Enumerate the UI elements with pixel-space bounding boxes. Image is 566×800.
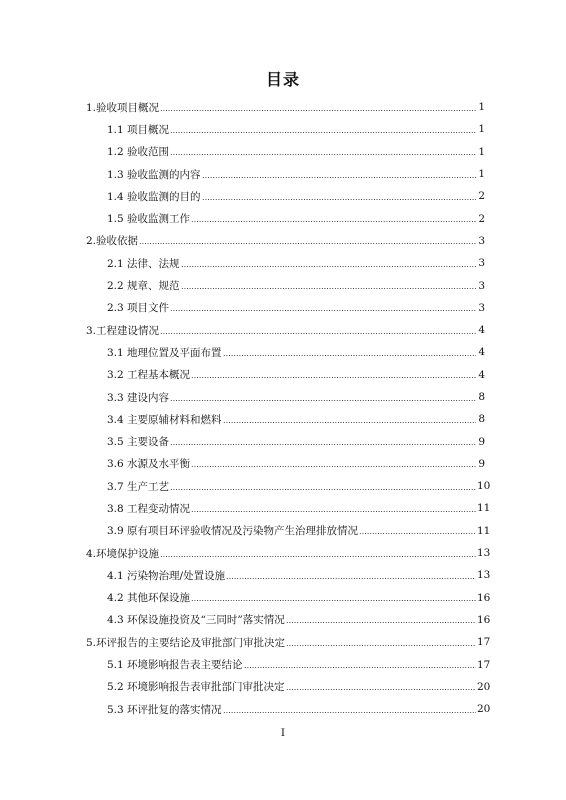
toc-entry-page: 1 bbox=[478, 123, 485, 136]
toc-entry-page: 2 bbox=[478, 212, 485, 225]
toc-entry-page: 1 bbox=[478, 101, 485, 114]
toc-entry-page: 4 bbox=[478, 324, 485, 337]
page-title: 目录 bbox=[265, 70, 300, 89]
toc-entry-page: 11 bbox=[477, 502, 491, 515]
toc-entry[interactable] bbox=[0, 96, 566, 118]
dot-leader bbox=[226, 578, 476, 579]
toc-entry[interactable] bbox=[0, 252, 566, 274]
toc-entry[interactable] bbox=[0, 319, 566, 341]
dot-leader bbox=[286, 689, 476, 690]
toc-entry[interactable] bbox=[0, 118, 566, 140]
page-number: I bbox=[280, 727, 286, 739]
toc-entry-title: 4.环境保护设施 bbox=[86, 547, 160, 560]
toc-entry-page: 4 bbox=[478, 368, 485, 381]
dot-leader bbox=[181, 288, 476, 289]
toc-entry-title: 1.4 验收监测的目的 bbox=[107, 190, 201, 203]
toc-entry-title: 1.3 验收监测的内容 bbox=[107, 168, 201, 181]
dot-leader bbox=[170, 310, 476, 311]
toc-entry-title: 3.6 水源及水平衡 bbox=[107, 458, 191, 471]
toc-entry[interactable] bbox=[0, 564, 566, 586]
dot-leader bbox=[223, 422, 476, 423]
toc-entry-page: 11 bbox=[477, 524, 491, 537]
toc-entry-page: 13 bbox=[477, 547, 491, 560]
dot-leader bbox=[170, 154, 476, 155]
dot-leader bbox=[160, 110, 476, 111]
toc-entry-page: 2 bbox=[478, 190, 485, 203]
toc-entry-page: 3 bbox=[478, 301, 485, 314]
toc-entry-title: 2.验收依据 bbox=[86, 235, 139, 248]
toc-entry-page: 8 bbox=[478, 391, 485, 403]
toc-entry[interactable] bbox=[0, 475, 566, 497]
dot-leader bbox=[170, 444, 476, 445]
dot-leader bbox=[170, 489, 476, 490]
toc-entry-page: 1 bbox=[478, 145, 485, 158]
toc-entry[interactable] bbox=[0, 631, 566, 653]
dot-leader bbox=[160, 333, 476, 334]
toc-entry[interactable] bbox=[0, 453, 566, 475]
toc-entry-title: 3.3 建设内容 bbox=[107, 391, 170, 404]
toc-entry[interactable] bbox=[0, 698, 566, 720]
dot-leader bbox=[202, 199, 476, 200]
toc-entry[interactable] bbox=[0, 274, 566, 296]
dot-leader bbox=[359, 533, 476, 534]
toc-entry-title: 5.3 环评批复的落实情况 bbox=[107, 703, 222, 716]
dot-leader bbox=[286, 622, 476, 623]
toc-entry-title: 1.5 验收监测工作 bbox=[107, 213, 191, 226]
toc-entry-page: 10 bbox=[477, 480, 491, 493]
table-of-contents bbox=[0, 96, 566, 720]
toc-entry-page: 13 bbox=[477, 569, 491, 582]
toc-entry-title: 3.工程建设情况 bbox=[86, 324, 160, 337]
toc-entry-title: 1.验收项目概况 bbox=[86, 101, 160, 114]
toc-entry-title: 3.5 主要设备 bbox=[107, 436, 170, 449]
toc-entry-title: 2.1 法律、法规 bbox=[107, 257, 180, 270]
toc-entry[interactable] bbox=[0, 676, 566, 698]
toc-entry-title: 2.3 项目文件 bbox=[107, 302, 170, 315]
toc-entry[interactable] bbox=[0, 297, 566, 319]
toc-entry[interactable] bbox=[0, 386, 566, 408]
toc-entry-page: 17 bbox=[477, 658, 491, 671]
toc-entry-page: 8 bbox=[478, 413, 485, 426]
dot-leader bbox=[181, 266, 476, 267]
toc-entry[interactable] bbox=[0, 430, 566, 452]
toc-entry-title: 2.2 规章、规范 bbox=[107, 280, 180, 293]
dot-leader bbox=[170, 132, 476, 133]
toc-entry-page: 3 bbox=[478, 257, 485, 270]
toc-entry-title: 3.8 工程变动情况 bbox=[107, 502, 191, 515]
toc-entry-title: 3.7 生产工艺 bbox=[107, 480, 170, 493]
toc-entry[interactable] bbox=[0, 542, 566, 564]
dot-leader bbox=[191, 600, 476, 601]
toc-entry[interactable] bbox=[0, 341, 566, 363]
dot-leader bbox=[191, 377, 476, 378]
toc-entry-title: 3.4 主要原辅材料和燃料 bbox=[107, 413, 222, 426]
toc-entry-title: 4.3 环保设施投资及“三同时”落实情况 bbox=[107, 614, 285, 627]
dot-leader bbox=[160, 556, 476, 557]
toc-entry-page: 16 bbox=[477, 591, 491, 604]
toc-entry[interactable] bbox=[0, 587, 566, 609]
toc-entry[interactable] bbox=[0, 230, 566, 252]
toc-entry-page: 4 bbox=[478, 346, 485, 359]
toc-entry[interactable] bbox=[0, 497, 566, 519]
toc-entry-title: 3.2 工程基本概况 bbox=[107, 369, 191, 382]
toc-entry-title: 5.环评报告的主要结论及审批部门审批决定 bbox=[86, 636, 286, 649]
dot-leader bbox=[223, 712, 476, 713]
toc-entry-title: 4.2 其他环保设施 bbox=[107, 592, 191, 605]
toc-entry-page: 9 bbox=[478, 435, 485, 448]
dot-leader bbox=[191, 221, 476, 222]
dot-leader bbox=[170, 400, 476, 401]
toc-entry-page: 20 bbox=[477, 680, 491, 693]
dot-leader bbox=[244, 667, 476, 668]
toc-entry-title: 5.2 环境影响报告表审批部门审批决定 bbox=[107, 681, 285, 694]
toc-entry[interactable] bbox=[0, 364, 566, 386]
toc-entry-page: 17 bbox=[477, 636, 491, 649]
toc-entry[interactable] bbox=[0, 609, 566, 631]
toc-entry-page: 1 bbox=[478, 168, 485, 181]
toc-entry[interactable] bbox=[0, 408, 566, 430]
toc-entry[interactable] bbox=[0, 653, 566, 675]
toc-entry-title: 3.1 地理位置及平面布置 bbox=[107, 346, 222, 359]
dot-leader bbox=[223, 355, 476, 356]
toc-entry-page: 9 bbox=[478, 457, 485, 470]
dot-leader bbox=[286, 645, 476, 646]
toc-entry[interactable] bbox=[0, 141, 566, 163]
toc-entry[interactable] bbox=[0, 163, 566, 185]
toc-entry[interactable] bbox=[0, 185, 566, 207]
toc-entry-title: 4.1 污染物治理/处置设施 bbox=[107, 569, 226, 582]
toc-entry-title: 1.1 项目概况 bbox=[107, 123, 170, 136]
dot-leader bbox=[191, 511, 476, 512]
toc-entry-page: 3 bbox=[478, 279, 485, 292]
toc-entry[interactable] bbox=[0, 207, 566, 229]
toc-entry-page: 20 bbox=[477, 703, 491, 716]
toc-entry[interactable] bbox=[0, 520, 566, 542]
toc-entry-page: 16 bbox=[477, 613, 491, 626]
dot-leader bbox=[202, 177, 476, 178]
dot-leader bbox=[139, 243, 476, 244]
toc-entry-title: 1.2 验收范围 bbox=[107, 146, 170, 159]
dot-leader bbox=[191, 466, 476, 467]
toc-entry-title: 5.1 环境影响报告表主要结论 bbox=[107, 659, 243, 672]
toc-entry-page: 3 bbox=[478, 234, 485, 247]
toc-entry-title: 3.9 原有项目环评验收情况及污染物产生治理排放情况 bbox=[107, 525, 359, 538]
